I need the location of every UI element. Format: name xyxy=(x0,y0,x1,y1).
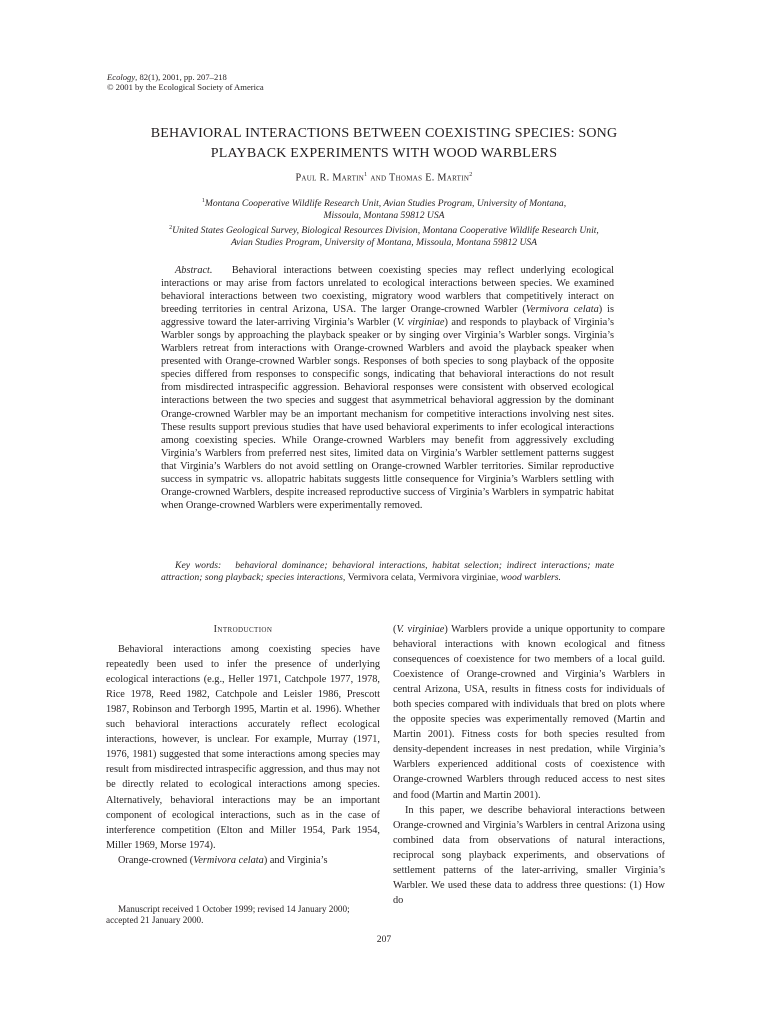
title-line-2: PLAYBACK EXPERIMENTS WITH WOOD WARBLERS xyxy=(210,146,558,161)
volume-pages: , 82(1), 2001, pp. 207–218 xyxy=(135,72,227,82)
affiliation-1-mark: 1 xyxy=(201,198,205,204)
affiliation-1-line-2: Missoula, Montana 59812 USA xyxy=(323,210,445,222)
affiliation-2-line-1 xyxy=(120,222,648,237)
right-column xyxy=(393,622,665,908)
author-list xyxy=(80,172,688,183)
affiliation-2-mark: 2 xyxy=(169,225,173,232)
author-2: Thomas E. Martin xyxy=(389,172,470,184)
intro-r1-species: V. virginiae xyxy=(396,624,445,635)
author-1: Paul R. Martin xyxy=(295,172,365,184)
article-title xyxy=(80,124,688,164)
affiliations xyxy=(120,195,648,249)
abstract-species-2: V. virginiae xyxy=(396,317,445,329)
abstract xyxy=(161,264,614,512)
affiliation-2-line-2: Avian Studies Program, University of Montana, Missoula, Montana 59812 USA xyxy=(230,237,538,249)
abstract-text-2: ) is aggressive toward the later-arriving Virginia’s Warbler ( xyxy=(161,304,615,329)
manuscript-footnote xyxy=(106,904,380,926)
key-words-species: Vermivora celata, Vermivora virginiae, xyxy=(347,571,499,583)
intro-paragraph-3: In this paper, we describe behavioral interactions between Orange-crowned and Virginia’s Warblers in central Arizona using combined data from observations of natural interactions, reciprocal song playback experiments, and observations of settlement patterns of the later-arriving, smaller Virginia’s Warbler. We used these data to address three questions: (1) How do xyxy=(393,804,665,906)
intro-paragraph-2-cont: (V. virginiae) Warblers provide a unique opportunity to compare behavioral interactions with known ecological and fitness consequences of coexistence for two members of a local guild. Coexistence of Orange-crowned and Virginia’s Warblers in central Arizona, USA, results in fitness costs for individuals of both species compared with individuals that bred on plots where the opposite species was experimentally removed (Martin and Martin 2001). Fitness costs for both species resulted from density-dependent increases in nest predation, while Virginia’s Warblers experienced additional costs of coexistence with Orange-crowned Warblers through reduced access to nest sites and food (Martin and Martin 2001). xyxy=(393,624,666,801)
key-words xyxy=(161,560,614,584)
key-words-list-1: behavioral dominance; behavioral interactions, habitat selection; indirect interactions; mate attraction; song playback; species interactions, xyxy=(161,560,614,583)
affiliation-1-text: Montana Cooperative Wildlife Research Unit, Avian Studies Program, University of Montana, xyxy=(204,198,567,210)
footnote-text: Manuscript received 1 October 1999; revised 14 January 2000; accepted 21 January 2000. xyxy=(106,904,350,925)
abstract-text-3: ) and responds to playback of Virginia’s Warbler songs by approaching the playback speaker or by singing over Virginia’s Warbler songs. Virginia’s Warblers retreat from interactions with Orange-crowned Warblers and avoid the playback speaker when presented with Orange-crowned Warbler songs. Responses of both species to song playback of the opposite species differed from responses to conspecific songs, indicating that behavioral interactions do not result from misdirected intraspecific aggression. Behavioral responses were consistent with observed ecological interactions between the two species and suggest that asymmetrical behavioral aggression by the dominant Orange-crowned Warbler may be an important mechanism for competitive interactions involving nest sites. These results support previous studies that have used behavioral experiments to infer ecological interactions among coexisting species. While Orange-crowned Warblers may benefit from aggressively excluding Virginia’s Warblers from preferred nest sites, limited data on Virginia’s Warbler settlement patterns suggest that Virginia’s Warblers do not avoid settling on Orange-crowned Warbler territories. Similar reproductive success in sympatric vs. allopatric habitats suggests little consequence for Virginia’s Warblers settling with Orange-crowned Warblers, despite increased reproductive success of Virginia’s Warblers in sympatric habitat when Orange-crowned Warblers were experimentally removed. xyxy=(161,317,615,511)
journal-name: Ecology xyxy=(107,72,136,82)
intro-paragraph-2 xyxy=(106,853,380,868)
intro-r1-text: ) Warblers provide a unique opportunity to compare behavioral interactions with known ecological and fitness consequences of coexistence for two members of a local guild. Coexistence of Orange-crowned and Virginia’s Warblers in central Arizona, USA, results in fitness costs for individuals of both species compared with individuals that bred on plots where the opposite species was experimentally removed (Martin and Martin 2001). Fitness costs for both species resulted from density-dependent increases in nest predation, while Virginia’s Warblers experienced additional costs of coexistence with Orange-crowned Warblers through reduced access to nest sites and food (Martin and Martin 2001). xyxy=(393,624,666,801)
key-words-paragraph xyxy=(161,560,614,584)
intro-p2-text-1: Orange-crowned ( xyxy=(118,854,194,866)
affiliation-1-line-1 xyxy=(120,195,648,210)
author-1-affil: 1 xyxy=(364,172,368,178)
journal-citation xyxy=(107,72,264,92)
intro-p2-text-2: ) and Virginia’s xyxy=(263,854,328,866)
copyright-line: © 2001 by the Ecological Society of America xyxy=(107,82,264,92)
key-words-list-2: wood warblers. xyxy=(500,571,561,583)
author-conjunction: and xyxy=(367,172,390,184)
abstract-paragraph xyxy=(161,264,614,512)
left-column xyxy=(106,622,380,868)
abstract-label: Abstract. xyxy=(175,265,213,276)
section-heading-introduction: Introduction xyxy=(213,624,273,635)
key-words-label: Key words: xyxy=(175,560,222,571)
affiliation-2-text: United States Geological Survey, Biological Resources Division, Montana Cooperative Wildlife Research Unit, xyxy=(172,225,599,237)
intro-p2-species: Vermivora celata xyxy=(193,854,264,866)
abstract-species-1: Vermivora celata xyxy=(525,304,599,316)
abstract-text-1: Behavioral interactions between coexisting species may reflect underlying ecological interactions or may arise from factors unrelated to ecological interactions between species. We examined behavioral interactions between two coexisting, migratory wood warblers that competitively interact on breeding territories in central Arizona, USA. The larger Orange-crowned Warbler ( xyxy=(161,265,614,316)
citation-line xyxy=(107,72,264,82)
page-number: 207 xyxy=(376,934,392,945)
intro-paragraph-1: Behavioral interactions among coexisting species have repeatedly been used to infer the presence of underlying ecological interactions (e.g., Heller 1971, Catchpole 1977, 1978, Rice 1978, Reed 1982, Catchpole and Leisler 1986, Prescott 1987, Robinson and Terborgh 1995, Martin et al. 1996). Whether such behavioral interactions accurately reflect ecological interactions, however, is unclear. For example, Murray (1971, 1976, 1981) suggested that some interactions among species may result from misdirected intraspecific aggression, and thus may not be directly related to ecological interactions among species. Alternatively, behavioral interactions may be an important component of ecological interactions, such as in the case of interference competition (Elton and Miller 1954, Park 1954, Miller 1969, Morse 1974). xyxy=(106,644,380,851)
title-line-1: BEHAVIORAL INTERACTIONS BETWEEN COEXISTING SPECIES: SONG xyxy=(150,126,618,141)
author-2-affil: 2 xyxy=(469,172,473,178)
